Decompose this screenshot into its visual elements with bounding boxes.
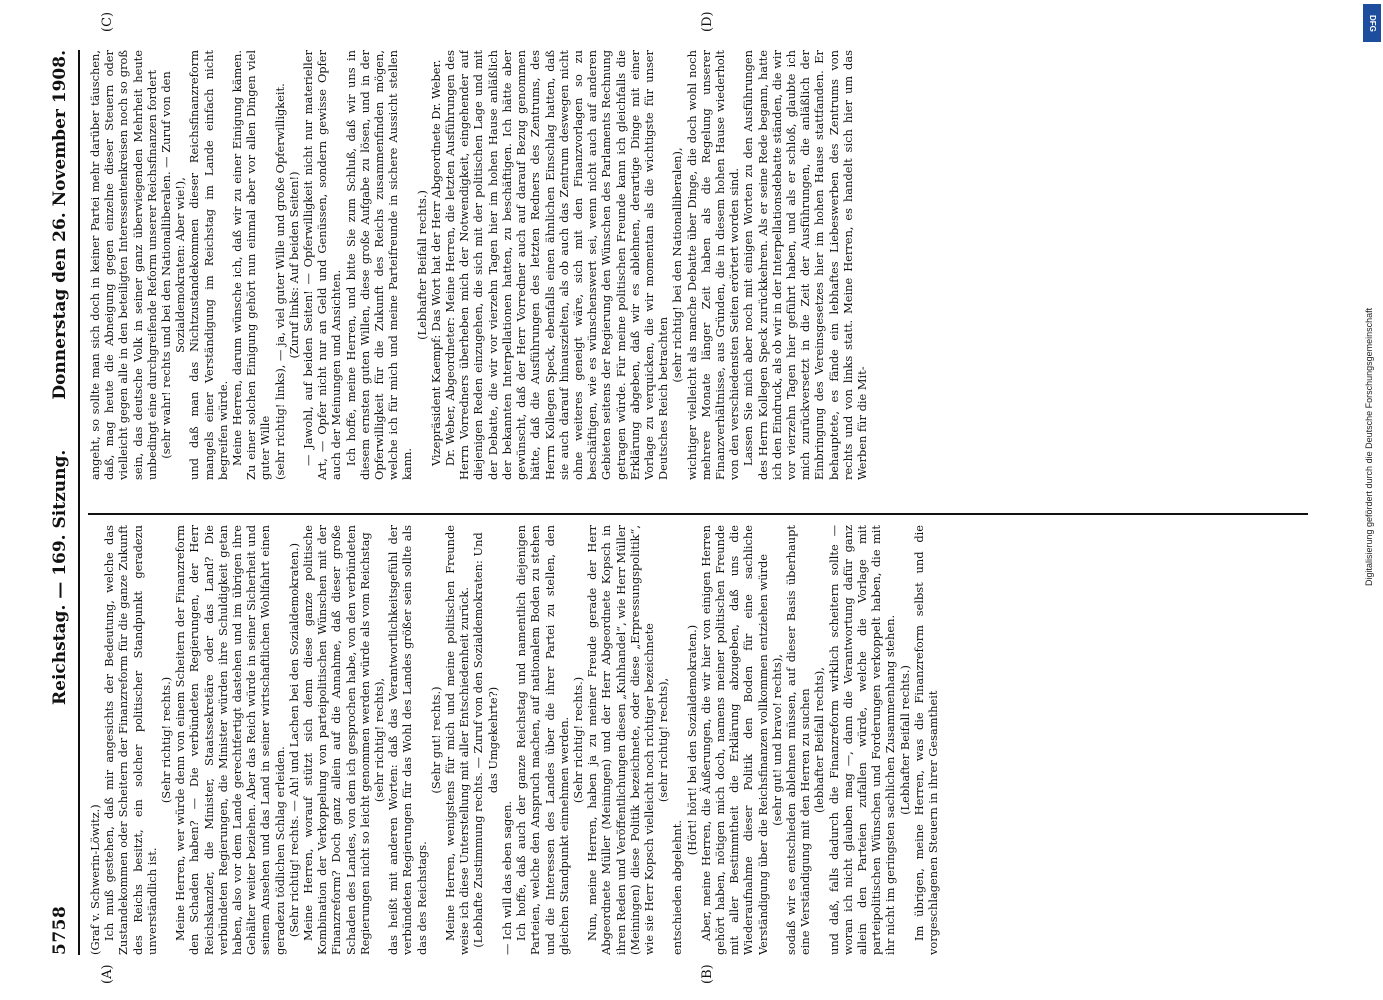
paragraph: angeht, so sollte man sich doch in keiner Partei mehr darüber täuschen, daß, mag heute die Abneigung gegen einzelne dieser Steuern oder vielleicht gegen alle in den beteiligten Interessentenkreisen noch so groß sein, das deutsche Volk in seiner ganz überwiegenden Mehrheit heute unbedingt eine durchgreifende Reform unserer Reichsfinanzen fordert bbox=[88, 50, 159, 480]
margin-marker-c: (C) bbox=[100, 11, 115, 32]
paragraph: Ich hoffe, meine Herren, und bitte Sie zum Schluß, daß wir uns in diesem ernsten guten Willen, diese große Aufgabe zu lösen, und in der Opferwilligkeit für die Zukunft des Reichs zusammenfinden mögen, welche ich für mich und meine Parteifreunde in sichere Aussicht stellen kann. bbox=[343, 50, 415, 480]
margin-marker-b: (B) bbox=[700, 964, 715, 984]
interjection: (Hört! hört! bei den Sozialdemokraten.) bbox=[684, 624, 699, 856]
page-number: 5758 bbox=[50, 905, 70, 955]
speaker-tag: (Graf v. Schwerin-Löwitz.) bbox=[88, 804, 102, 955]
interjection: (sehr gut! und bravo! rechts), bbox=[769, 654, 784, 826]
paragraph: Lassen Sie mich aber noch mit einigen Worten zu den Ausführungen des Herrn Kollegen Speck zurückkehren. Als er seine Rede begann, hatte ich den Eindruck, als ob wir in der Interpellationsdebatte ständen, die wir vor vierzehn Tagen hier geführt haben, und als er schloß, glaubte ich mich zurückversetzt in die Zeit der Ausführungen, die anläßlich der Einbringung des Vereinsgesetzes hier im hohen Hause stattfanden. Er behauptete, es fände ein lebhaftes Liebeswerben des Zentrums von rechts und von links statt. Meine Herren, es handelt sich hier um das Werben für die Mit- bbox=[741, 50, 869, 480]
paragraph: wichtiger vielleicht als manche Debatte über Dinge, die doch wohl noch mehrere Monate länger Zeit haben als die Regelung unserer Finanzverhältnisse, aus Gründen, die in diesem hohen Hause wiederholt von den verschiedensten Seiten erörtert worden sind. bbox=[684, 50, 742, 480]
paragraph: Nun, meine Herren, haben ja zu meiner Freude gerade der Herr Abgeordnete Müller (Meiningen) und der Herr Abgeordnete Kopsch in ihren Reden und Veröffentlichungen diesen „Kuhhandel“, wie Herr Müller (Meiningen) diese Politik bezeichnete, oder diese „Erpressungspolitik“, wie sie Herr Kopsch vielleicht noch richtiger bezeichnete bbox=[585, 525, 656, 955]
paragraph: und daß, falls dadurch die Finanzreform wirklich scheitern sollte — woran ich nicht glauben mag —, dann die Verantwortung dafür ganz allein den Parteien zufallen würde, welche die Vorlage mit parteipolitischen Wünschen und Forderungen verkoppelt haben, die mit ihr nicht im geringsten sachlichen Zusammenhang stehen. bbox=[826, 525, 898, 955]
interjection: (sehr wahr! rechts und bei den Nationalliberalen. — Zuruf von den Sozialdemokraten: Aber wie!), bbox=[159, 71, 188, 459]
paragraph: Aber, meine Herren, die Äußerungen, die wir hier von einigen Herren gehört haben, nötigen mich doch, namens meiner politischen Freunde mit aller Bestimmtheit die Erklärung abzugeben, daß uns die Wiederaufnahme dieser Politik den Boden für eine sachliche Verständigung über die Reichsfinanzen vollkommen entziehen würde bbox=[698, 525, 770, 955]
paragraph: sodaß wir es entschieden ablehnen müssen, auf dieser Basis überhaupt eine Verständigung mit den Herren zu suchen bbox=[783, 525, 813, 955]
interjection: (Zuruf links: Auf beiden Seiten!) bbox=[286, 171, 301, 359]
text-column-right bbox=[88, 50, 1303, 480]
interjection: (Sehr richtig! rechts.) bbox=[570, 676, 585, 804]
paragraph: Ich hoffe, daß auch der ganze Reichstag und namentlich diejenigen Parteien, welche den Anspruch machen, auf nationalem Boden zu stehen und die Interessen des Landes über die ihrer Partei zu stellen, den gleichen Standpunkt einnehmen werden. bbox=[514, 525, 571, 955]
interjection: (Sehr gut! rechts.) bbox=[428, 686, 443, 794]
paragraph: — Jawohl, auf beiden Seiten! — Opferwilligkeit nicht nur materieller Art, — Opfer nicht nur an Geld und Genüssen, sondern gewisse Opfer auch der Meinungen und Ansichten. bbox=[301, 50, 344, 480]
interjection: (sehr richtig! bei den Nationalliberalen), bbox=[670, 147, 685, 383]
dfg-logo: DFG bbox=[1363, 4, 1381, 42]
paragraph: Dr. Weber, Abgeordneter: Meine Herren, die letzten Ausführungen des Herrn Vorredners überheben mich der Notwendigkeit, eingehender auf diejenigen Reden einzugehen, die sich mit der politischen Lage und mit der Debatte, die wir vor vierzehn Tagen hier im hohen Hause anläßlich der bekannten Interpellationen hatten, zu beschäftigen. Ich hätte aber gewünscht, daß der Herr Vorredner auch auf darauf Bezug genommen hätte, daß die Ausführungen des letzten Redners des Zentrums, des Herrn Kollegen Speck, ebenfalls einen ähnlichen Einschlag hatten, daß sie auch darauf hinauszielten, als ob auch das Zentrum deswegen nicht ohne weiteres geneigt wäre, sich mit den Finanzvorlagen so zu beschäftigen, wie es wünschenswert sei, wenn nicht auch auf anderen Gebieten seitens der Regierung den Wünschen des Parlaments Rechnung getragen würde. Für meine politischen Freunde kann ich gleichfalls die Erklärung abgeben, daß wir es ablehnen, derartige Dinge mit einer Vorlage zu verquicken, die wir momentan als die wichtigste für unser Deutsches Reich betrachten bbox=[443, 50, 671, 480]
paragraph: — Ich will das eben sagen. bbox=[499, 800, 514, 955]
interjection: (sehr richtig! rechts), bbox=[372, 677, 387, 803]
paragraph: Meine Herren, worauf stützt sich denn diese ganze politische Kombination der Verkoppelung von parteipolitischen Wünschen mit der Finanzreform? Doch ganz allein auf die Annahme, daß dieser große Schaden des Landes, von dem ich gesprochen habe, von den verbündeten Regierungen nicht so leicht genommen werden würde als vom Reichstag bbox=[301, 525, 372, 955]
digitization-note: Digitalisierung gefördert durch die Deutsche Forschungsgemeinschaft bbox=[1364, 307, 1374, 586]
paragraph: und daß man das Nichtzustandekommen dieser Reichsfinanzreform mangels einer Verständigung im Reichstag im Lande einfach nicht begreifen würde. bbox=[187, 50, 230, 480]
paragraph: (sehr richtig! links), — ja, viel guter Wille und große Opferwilligkeit. bbox=[272, 83, 287, 480]
interjection: (Sehr richtig! rechts.) bbox=[159, 676, 174, 804]
margin-marker-d: (D) bbox=[700, 11, 715, 32]
interjection: (Sehr richtig! rechts. — Ah! und Lachen bei den Sozialdemokraten.) bbox=[286, 542, 301, 938]
page-header bbox=[42, 50, 80, 955]
paragraph: Im übrigen, meine Herren, was die Finanzreform selbst und die vorgeschlagenen Steuern in ihrer Gesamtheit bbox=[911, 525, 940, 955]
session-number: — 169. Sitzung. bbox=[50, 449, 70, 599]
paragraph: das heißt mit anderen Worten: daß das Verantwortlichkeitsgefühl der verbündeten Regierungen für das Wohl des Landes größer sein sollte als das des Reichstags. bbox=[386, 525, 429, 955]
paragraph: Ich muß gestehen, daß mir angesichts der Bedeutung, welche das Zustandekommen oder Scheitern der Finanzreform für die ganze Zukunft des Reichs besitzt, ein solcher politischer Standpunkt geradezu unverständlich ist. bbox=[102, 525, 159, 955]
interjection: (Lebhafter Beifall rechts.) bbox=[414, 190, 429, 340]
session-date: Donnerstag den 26. November 1908. bbox=[50, 50, 70, 400]
margin-marker-a: (A) bbox=[100, 964, 115, 984]
speaker-announcement: Vizepräsident Kaempf: Das Wort hat der Herr Abgeordnete Dr. Weber. bbox=[428, 59, 443, 466]
interjection: (Lebhafte Zustimmung rechts. — Zuruf von den Sozialdemokraten: Und das Umgekehrte?) bbox=[471, 532, 500, 948]
paragraph: Meine Herren, darum wünsche ich, daß wir zu einer Einigung kämen. Zu einer solchen Einigung gehört nun einmal aber vor allen Dingen viel guter Wille bbox=[230, 50, 273, 480]
journal-title: Reichstag. bbox=[50, 604, 70, 705]
paragraph: Meine Herren, wer würde denn von einem Scheitern der Finanzreform den Schaden haben? — Die verbündeten Regierungen, der Herr Reichskanzler, die Minister, Staatssekretäre oder das Land? Die verbündeten Regierungen, die Minister würden ihre Schuldigkeit getan haben, also vor dem Lande gerechtfertigt dastehen und im übrigen ihre Gehälter weiter beziehen. Aber das Reich würde in seiner Sicherheit und seinem Ansehen und das Land in seiner wirtschaftlichen Wohlfahrt einen geradezu tödlichen Schlag erleiden. bbox=[173, 525, 287, 955]
interjection: (Lebhafter Beifall rechts.) bbox=[897, 665, 912, 815]
paragraph: Meine Herren, wenigstens für mich und meine politischen Freunde weise ich diese Unterstellung mit aller Entschiedenheit zurück. bbox=[443, 525, 472, 955]
paragraph: entschieden abgelehnt. bbox=[670, 820, 685, 955]
header-journal-session bbox=[50, 450, 70, 705]
interjection: (sehr richtig! rechts), bbox=[656, 677, 671, 803]
interjection: (lebhafter Beifall rechts), bbox=[812, 667, 827, 813]
text-column-left bbox=[88, 525, 1303, 955]
column-divider bbox=[88, 513, 1308, 515]
